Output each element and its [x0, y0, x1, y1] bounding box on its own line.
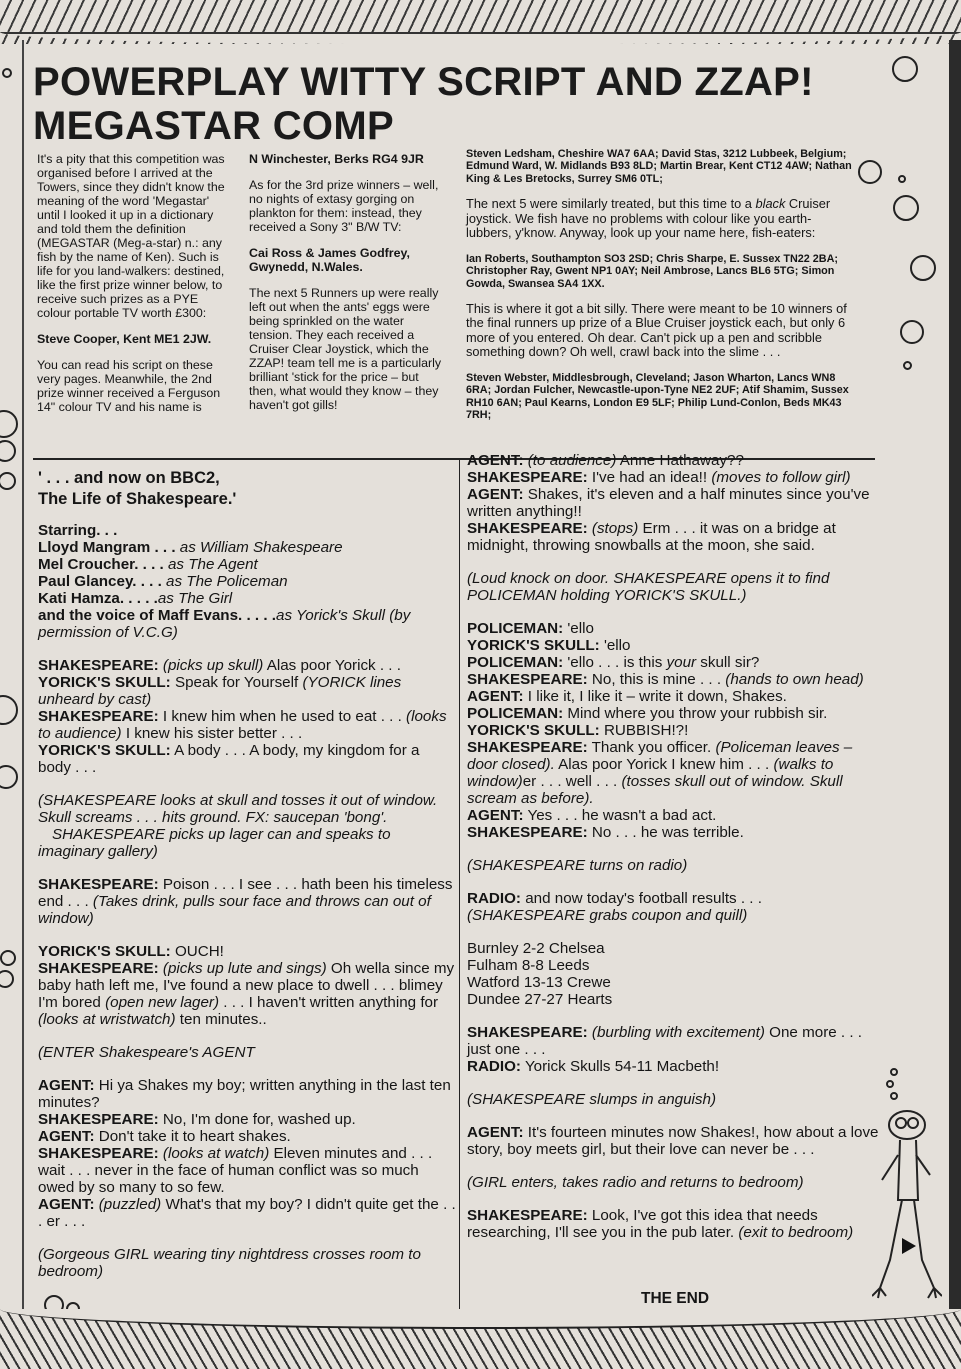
- left-border: [0, 40, 24, 1340]
- script-column-left: [38, 468, 456, 1296]
- first-prize-winner: Steve Cooper, Kent ME1 2JW.: [37, 332, 212, 346]
- black-joystick-winners: Ian Roberts, Southampton SO3 2SD; Chris Sharpe, E. Sussex TN22 2BA; Christopher Ray, Gwent NP1 0AY; Neil Ambrose, Lancs BL6 5TG; Simon Gowda, Swansea SA4 1XX.: [466, 252, 838, 290]
- result-line: Watford 13-13 Crewe: [467, 974, 611, 991]
- black-joystick-paragraph: The next 5 were similarly treated, but this time to a black Cruiser joystick. We fish have no problems with colour like you earth-lubbers, y'know. Anyway, look up your name here, fish-eaters:: [466, 196, 831, 241]
- bubble-icon: [903, 361, 912, 370]
- script-block: SHAKESPEARE: Poison . . . I see . . . hath been his timeless end . . . (Takes drink, pulls sour face and throws can out of window): [38, 876, 453, 927]
- script-block: SHAKESPEARE: Look, I've got this idea that needs researching, I'll see you in the pub later. (exit to bedroom): [467, 1207, 854, 1241]
- intro-paragraph: It's a pity that this competition was organised before I arrived at the Towers, since they didn't know the meaning of the word 'Megastar' until I looked it up in a dictionary and told them the definition (MEGASTAR (Meg-a-star) n.: any fish by the name of Ken). Such is life for you land-walkers: destined, like the first prize winner below, to receive such prizes as a PYE colour portable TV worth £300:: [37, 152, 225, 320]
- result-line: Burnley 2-2 Chelsea: [467, 940, 605, 957]
- seabed-border: [0, 1309, 961, 1369]
- script-column-right: [467, 452, 879, 1257]
- stage-direction: (ENTER Shakespeare's AGENT: [38, 1044, 255, 1061]
- stage-direction: (SHAKESPEARE turns on radio): [467, 857, 688, 874]
- script-heading: ' . . . and now on BBC2, The Life of Shakespeare.': [38, 469, 237, 508]
- script-block: AGENT: (to audience) Anne Hathaway?? SHAKESPEARE: I've had an idea!! (moves to follow girl) AGENT: Shakes, it's eleven and a half minutes since you've written anything!! SHAKESPEARE: (stops) Erm . . . it was on a bridge at midnight, throwing snowballs at the moon, she said.: [467, 452, 870, 554]
- bubble-icon: [0, 950, 16, 966]
- article-title: POWERPLAY WITTY SCRIPT AND ZZAP! MEGASTAR COMP: [33, 60, 814, 148]
- football-results: [467, 940, 879, 1008]
- intro-column-3: [466, 148, 856, 434]
- third-prize-winners: Cai Ross & James Godfrey, Gwynedd, N.Wales.: [249, 246, 410, 274]
- bubble-icon: [892, 56, 918, 82]
- intro-column-1: [37, 152, 232, 426]
- stage-direction: (GIRL enters, takes radio and returns to bedroom): [467, 1174, 804, 1191]
- result-line: Fulham 8-8 Leeds: [467, 957, 590, 974]
- blue-joystick-paragraph: This is where it got a bit silly. There were meant to be 10 winners of the final runners up prize of a Blue Cruiser joystick each, but only 6 more of you entered. Oh dear. Can't pick up a pen and scribble something down? Oh well, crawl back into the slime . . .: [466, 300, 847, 360]
- result-line: Dundee 27-27 Hearts: [467, 991, 613, 1008]
- script-block: POLICEMAN: 'ello YORICK'S SKULL: 'ello POLICEMAN: 'ello . . . is this your skull sir? SHAKESPEARE: No, this is mine . . . (hands to own head) AGENT: I like it, I like it – write it down, Shakes. POLICEMAN: Mind where you throw your rubbish sir. YORICK'S SKULL: RUBBISH!?! SHAKESPEARE: Thank you officer. (Policeman leaves – door closed). Alas poor Yorick I knew him . . . (walks to window)er . . . well . . . (tosses skull out of window. Skull scream as before). AGENT: Yes . . . he wasn't a bad act. SHAKESPEARE: No . . . he was terrible.: [467, 620, 864, 841]
- the-end-label: THE END: [641, 1290, 710, 1307]
- script-block: SHAKESPEARE: (picks up skull) Alas poor Yorick . . . YORICK'S SKULL: Speak for Yourself (YORICK lines unheard by cast) SHAKESPEARE: I knew him when he used to eat . . . (looks to audience) I knew his sister better . . . YORICK'S SKULL: A body . . . A body, my kingdom for a body . . .: [38, 657, 447, 776]
- script-block: AGENT: Hi ya Shakes my boy; written anything in the last ten minutes? SHAKESPEARE: No, I'm done for, washed up. AGENT: Don't take it to heart shakes. SHAKESPEARE: (looks at watch) Eleven minutes and . . . wait . . . never in the face of human conflict was so much owed by so many to so few. AGENT: (puzzled) What's that my boy? I didn't quite get the . . . er . . .: [38, 1077, 456, 1230]
- stage-direction: (Gorgeous GIRL wearing tiny nightdress crosses room to bedroom): [38, 1246, 421, 1280]
- intro-column-2: [249, 152, 449, 424]
- right-border: [949, 40, 961, 1340]
- clear-joystick-winners: Steven Ledsham, Cheshire WA7 6AA; David Stas, 3212 Lubbeek, Belgium; Edmund Ward, W. Midlands B93 8LD; Martin Brear, Kent CT12 4AW; Nathan King & Les Bretocks, Surrey SM6 0TL;: [466, 148, 852, 185]
- stage-direction: (Loud knock on door. SHAKESPEARE opens it to find POLICEMAN holding YORICK'S SKULL.): [467, 570, 830, 604]
- stage-direction: (SHAKESPEARE looks at skull and tosses it out of window. Skull screams . . . hits ground. FX: saucepan 'bong'. SHAKESPEARE picks up lager can and speaks to imaginary gallery): [38, 792, 438, 860]
- diver-illustration: [872, 1060, 942, 1300]
- third-prize-paragraph: As for the 3rd prize winners – well, no nights of extasy gorging on plankton for them: instead, they received a Sony 3" B/W TV:: [249, 178, 439, 234]
- script-block: RADIO: and now today's football results . . . (SHAKESPEARE grabs coupon and quill): [467, 890, 762, 924]
- second-prize-paragraph: You can read his script on these very pages. Meanwhile, the 2nd prize winner received a Ferguson 14" colour TV and his name is: [37, 358, 221, 414]
- top-hatched-border: [0, 0, 961, 44]
- cast-list: Starring. . . Lloyd Mangram . . . as William Shakespeare Mel Croucher. . . . as The Agent Paul Glancey. . . . as The Policeman Kati Hamza. . . . .as The Girl and the voice of Maff Evans. . . . .as Yorick's Skull (by permission of V.C.G): [38, 522, 411, 641]
- script-block: AGENT: It's fourteen minutes now Shakes!, how about a love story, boy meets girl, but their love can never be . . .: [467, 1124, 879, 1158]
- blue-joystick-winners: Steven Webster, Middlesbrough, Cleveland; Jason Wharton, Lancs WN8 6RA; Jordan Fulcher, Newcastle-upon-Tyne NE2 2UF; Atif Shamim, Sussex RH10 6AN; Paul Kearns, London E9 5LF; Philip Lund-Conlon, Beds MK43 7RH;: [466, 371, 849, 422]
- script-block: YORICK'S SKULL: OUCH! SHAKESPEARE: (picks up lute and sings) Oh wella since my baby hath left me, I've found a new place to dwell . . . blimey I'm bored (open new lager) . . . I haven't written anything for (looks at wristwatch) ten minutes..: [38, 943, 455, 1028]
- bubble-icon: [910, 255, 936, 281]
- script-block: SHAKESPEARE: (burbling with excitement) One more . . . just one . . . RADIO: Yorick Skulls 54-11 Macbeth!: [467, 1024, 863, 1075]
- column-divider: [459, 458, 460, 1318]
- bubble-icon: [858, 160, 882, 184]
- bubble-icon: [893, 195, 919, 221]
- stage-direction: (SHAKESPEARE slumps in anguish): [467, 1091, 717, 1108]
- second-prize-winner: N Winchester, Berks RG4 9JR: [249, 152, 424, 166]
- runners-up-paragraph: The next 5 Runners up were really left out when the ants' eggs were being sprinkled on the water tension. They each received a Cruiser Clear Joystick, which the ZZAP! team tell me is a particularly brilliant 'stick for the price – but then, what would they know – they haven't got gills!: [249, 286, 442, 412]
- bubble-icon: [898, 175, 906, 183]
- bubble-icon: [2, 68, 12, 78]
- bubble-icon: [900, 320, 924, 344]
